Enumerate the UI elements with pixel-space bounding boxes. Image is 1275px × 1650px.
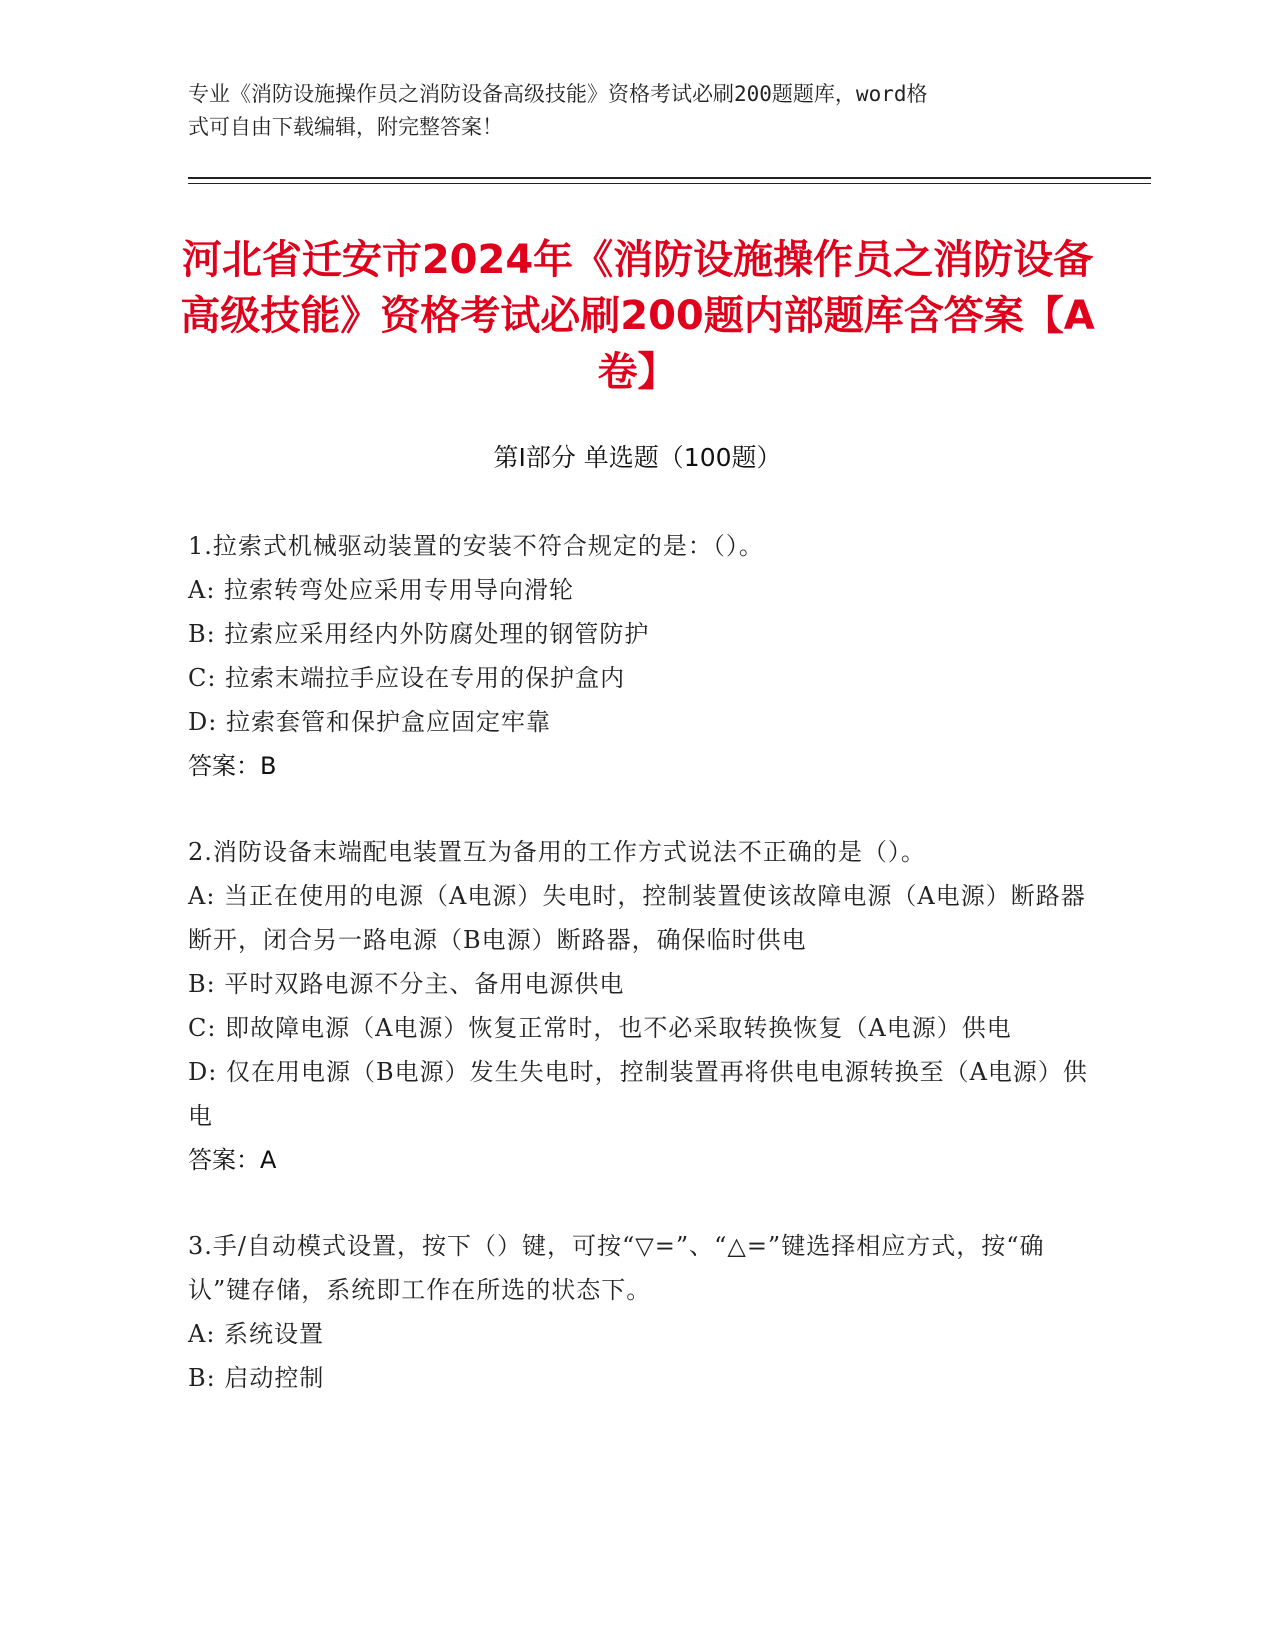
- option-c: C: 即故障电源（A电源）恢复正常时，也不必采取转换恢复（A电源）供电: [188, 1014, 1012, 1042]
- question-stem: 3.手/自动模式设置，按下（）键，可按“▽=”、“△=”键选择相应方式，按“确认”键存储，系统即工作在所选的状态下。: [188, 1232, 1045, 1304]
- question-list: [188, 524, 1088, 1442]
- header-note: 专业《消防设施操作员之消防设备高级技能》资格考试必刷200题题库，word格 式可自由下载编辑，附完整答案！: [188, 82, 928, 139]
- question-1: [188, 524, 1088, 788]
- question-2: [188, 830, 1088, 1182]
- option-c: C: 拉索末端拉手应设在专用的保护盒内: [188, 664, 626, 692]
- option-d: D: 拉索套管和保护盒应固定牢靠: [188, 708, 551, 736]
- option-b: B: 启动控制: [188, 1364, 325, 1392]
- option-b: B: 拉索应采用经内外防腐处理的钢管防护: [188, 620, 650, 648]
- header-divider: [188, 177, 1151, 179]
- question-3: [188, 1224, 1088, 1400]
- option-d: D: 仅在用电源（B电源）发生失电时，控制装置再将供电电源转换至（A电源）供电: [188, 1058, 1088, 1130]
- answer-line: 答案：B: [188, 752, 277, 780]
- option-a: A: 当正在使用的电源（A电源）失电时，控制装置使该故障电源（A电源）断路器断开，闭合另一路电源（B电源）断路器，确保临时供电: [188, 882, 1086, 954]
- header-divider-thin: [188, 183, 1151, 184]
- section-heading: 第I部分 单选题（100题）: [493, 443, 782, 472]
- question-stem: 1.拉索式机械驱动装置的安装不符合规定的是：（）。: [188, 532, 764, 560]
- question-stem: 2.消防设备末端配电装置互为备用的工作方式说法不正确的是（）。: [188, 838, 926, 866]
- option-b: B: 平时双路电源不分主、备用电源供电: [188, 970, 625, 998]
- answer-line: 答案：A: [188, 1146, 277, 1174]
- option-a: A: 拉索转弯处应采用专用导向滑轮: [188, 576, 575, 604]
- option-a: A: 系统设置: [188, 1320, 325, 1348]
- document-title: 河北省迁安市2024年《消防设施操作员之消防设备高级技能》资格考试必刷200题内部题库含答案【A卷】: [180, 237, 1095, 395]
